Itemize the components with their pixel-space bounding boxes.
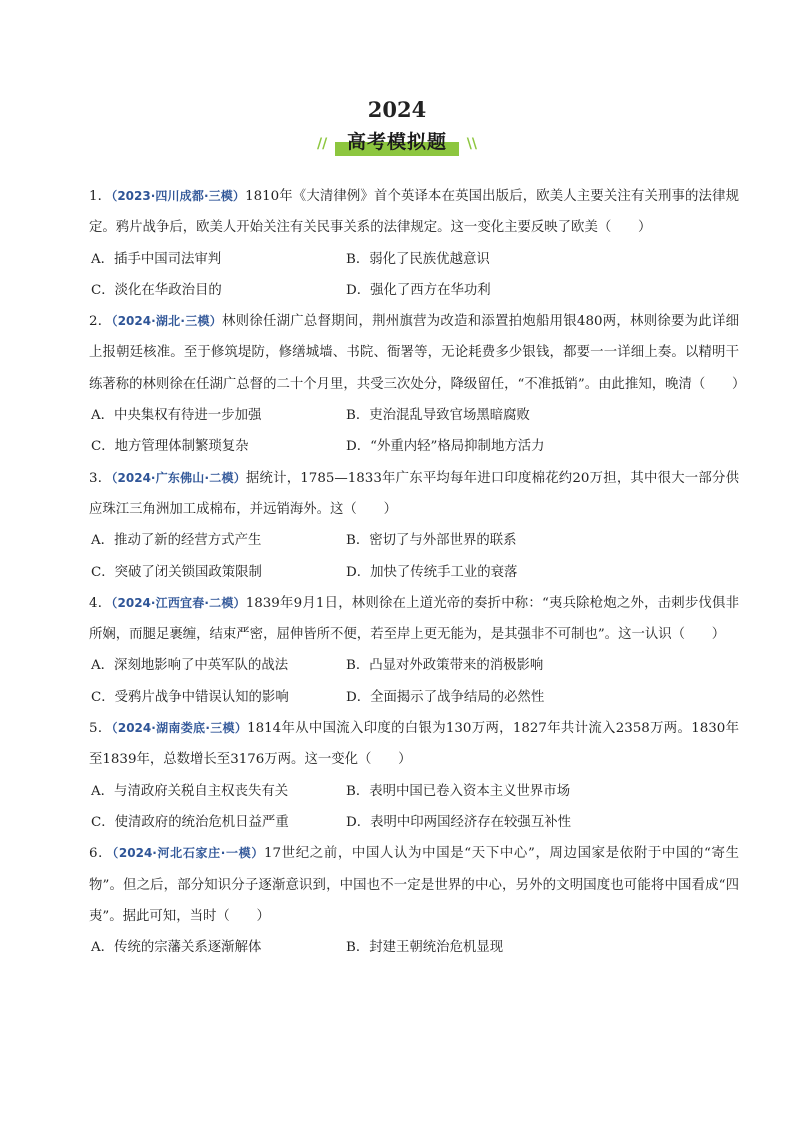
question-source: （2024·湖北·三模） [111,314,223,329]
question-source: （2024·湖南娄底·三模） [111,721,248,736]
option-b[interactable]: B．凸显对外政策带来的消极影响 [346,658,544,674]
option-d[interactable]: D．全面揭示了战争结局的必然性 [346,689,545,705]
year-text: 2024 [367,97,427,122]
option-a[interactable]: A．与清政府关税自主权丧失有关 [91,783,289,799]
question-source: （2024·河北石家庄·一模） [112,846,264,861]
question-source: （2024·江西宜春·二模） [111,595,246,610]
option-a[interactable]: A．中央集权有待进一步加强 [91,408,262,424]
question-1 [89,181,739,306]
option-b[interactable]: B．封建王朝统治危机显现 [346,940,504,956]
option-b[interactable]: B．密切了与外部世界的联系 [346,533,517,549]
question-number: 5． [89,721,112,737]
banner-title: 高考模拟题 [346,131,447,153]
option-b[interactable]: B．吏治混乱导致官场黑暗腐败 [346,408,530,424]
option-c[interactable]: C．淡化在华政治目的 [91,282,222,298]
option-d[interactable]: D．“外重内轻”格局抑制地方活力 [346,439,545,455]
banner-slash-right: \\ [466,136,477,152]
option-a[interactable]: A．插手中国司法审判 [91,251,222,267]
option-list [89,932,739,963]
option-d[interactable]: D．加快了传统手工业的衰落 [346,564,518,580]
question-number: 2． [89,314,112,330]
question-text: 1810年《大清律例》首个英译本在英国出版后，欧美人主要关注有关刑事的法律规定。鸦片战争后，欧美人开始关注有关民事关系的法律规定。这一变化主要反映了欧美（ ） [89,189,739,236]
option-list [89,776,739,839]
question-stem [89,306,746,400]
option-list [89,400,739,463]
question-5 [89,713,739,838]
question-stem [89,588,739,651]
question-source: （2023·四川成都·三模） [111,189,246,203]
option-list [89,244,739,307]
question-text: 1814年从中国流入印度的白银为130万两，1827年共计流入2358万两。1830年至1839年，总数增长至3176万两。这一变化（ ） [89,721,739,768]
question-text: 17世纪之前，中国人认为中国是“天下中心”，周边国家是依附于中国的“寄生物”。但之后，部分知识分子逐渐意识到，中国也不一定是世界的中心，另外的文明国度也可能将中国看成“四夷”。据此可知，当时（ ） [89,846,739,924]
question-stem [89,181,739,244]
question-text: 1839年9月1日，林则徐在上道光帝的奏折中称：“夷兵除枪炮之外，击刺步伐俱非所娴，而腿足裹缠，结束严密，屈伸皆所不便，若至岸上更无能为，是其强非不可制也”。这一认识（ ） [89,595,739,643]
option-b[interactable]: B．弱化了民族优越意识 [346,251,490,267]
option-c[interactable]: C．突破了闭关锁国政策限制 [91,564,262,580]
option-d[interactable]: D．强化了西方在华功利 [346,282,491,298]
option-c[interactable]: C．使清政府的统治危机日益严重 [91,814,289,830]
question-3 [89,463,739,588]
option-c[interactable]: C．地方管理体制繁琐复杂 [91,439,249,455]
question-4 [89,588,739,713]
question-number: 6． [89,846,113,862]
page-header [0,96,794,158]
option-list [89,650,739,713]
option-a[interactable]: A．深刻地影响了中英军队的战法 [91,658,289,674]
section-banner [317,128,477,158]
question-6 [89,838,739,963]
question-stem [89,713,739,776]
option-b[interactable]: B．表明中国已卷入资本主义世界市场 [346,783,571,799]
year-heading [368,96,426,124]
option-list [89,525,739,588]
option-a[interactable]: A．传统的宗藩关系逐渐解体 [91,940,262,956]
question-text: 据统计，1785—1833年广东平均每年进口印度棉花约20万担，其中很大一部分供应珠江三角洲加工成棉布，并远销海外。这（ ） [89,470,739,517]
question-number: 1． [89,189,112,204]
question-text: 林则徐任湖广总督期间，荆州旗营为改造和添置拍炮船用银480两，林则徐要为此详细上报朝廷核准。至于修筑堤防，修缮城墙、书院、衙署等，无论耗费多少银钱，都要一一详细上奏。以精明干练著称的林则徐在任湖广总督的二十个月里，共受三次处分，降级留任，“不准抵销”。由此推知，晚清（ ） [89,314,746,392]
question-source: （2024·广东佛山·二模） [111,470,246,485]
question-list [89,181,746,963]
question-number: 4． [89,595,112,611]
option-c[interactable]: C．受鸦片战争中错误认知的影响 [91,689,289,705]
question-stem [89,463,739,526]
question-stem [89,838,739,932]
question-number: 3． [89,470,112,486]
option-d[interactable]: D．表明中印两国经济存在较强互补性 [346,814,571,830]
banner-slash-left: // [317,136,328,152]
question-2 [89,306,746,462]
option-a[interactable]: A．推动了新的经营方式产生 [91,533,262,549]
